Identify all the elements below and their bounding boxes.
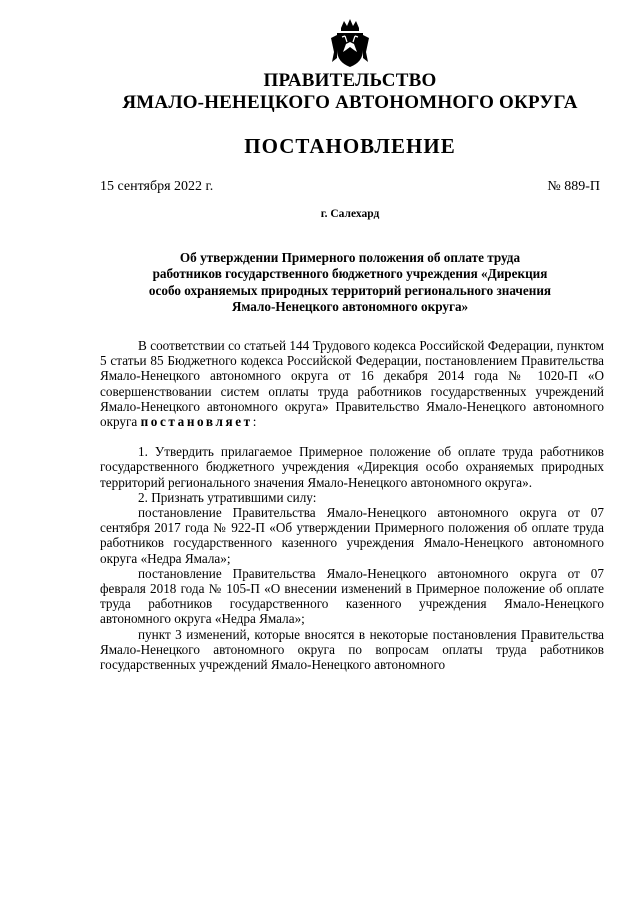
document-type: ПОСТАНОВЛЕНИЕ xyxy=(244,134,456,158)
decree-colon: : xyxy=(252,414,257,430)
subject-line: Ямало-Ненецкого автономного округа» xyxy=(231,299,469,315)
document-date: 15 сентября 2022 г. xyxy=(100,179,214,194)
intro-paragraph xyxy=(100,338,604,429)
subject-line: особо охраняемых природных территорий регионального значения xyxy=(148,282,552,298)
intro-text: В соответствии со статьей 144 Трудового кодекса Российской Федерации, пунктом 5 статьи 85 Бюджетного кодекса Российской Федерации, постановлением Правительства Ямало-Ненецкого автономного округа от 16 декабря 2014 года № 1020-П «О совершенствовании систем оплаты труда работников государственных учреждений Ямало-Ненецкого автономного округа» Правительство Ямало-Ненецкого автономного округа xyxy=(100,338,604,430)
item-2-sub-1-paragraph: постановление Правительства Ямало-Ненецкого автономного округа от 07 сентября 2017 года № 922-П «Об утверждении Примерного положения об оплате труда работников государственного казенного учреждения Ямало-Ненецкого автономного округа «Недра Ямала»; xyxy=(100,505,604,566)
item-2-sub-3-paragraph: пункт 3 изменений, которые вносятся в некоторые постановления Правительства Ямало-Ненецкого автономного округа по вопросам оплаты труда работников государственных учреждений Ямало-Ненецкого автономного xyxy=(100,626,604,673)
government-title-line1: ПРАВИТЕЛЬСТВО xyxy=(263,70,437,91)
yamal-nenets-coat-of-arms-icon xyxy=(327,18,373,68)
decree-word: постановляет xyxy=(140,414,253,430)
item-2-sub-2-paragraph: постановление Правительства Ямало-Ненецкого автономного округа от 07 февраля 2018 года № 105-П «О внесении изменений в Примерное положение об оплате труда работников государственного казенного учреждения Ямало-Ненецкого автономного округа «Недра Ямала»; xyxy=(100,565,604,627)
document-body xyxy=(100,338,604,672)
item-2-paragraph: 2. Признать утратившими силу: xyxy=(138,489,317,505)
document-city: г. Салехард xyxy=(320,208,380,220)
item-1-paragraph: 1. Утвердить прилагаемое Примерное положение об оплате труда работников государственного бюджетного учреждения «Дирекция особо охраняемых природных территорий регионального значения Ямало-Ненецкого автономного округа». xyxy=(100,444,604,490)
government-title-line2: ЯМАЛО-НЕНЕЦКОГО АВТОНОМНОГО ОКРУГА xyxy=(122,92,578,113)
subject-line: работников государственного бюджетного учреждения «Дирекция xyxy=(152,266,548,282)
document-number: № 889-П xyxy=(547,179,600,194)
subject-line: Об утверждении Примерного положения об оплате труда xyxy=(179,250,521,265)
document-subject xyxy=(110,250,590,316)
